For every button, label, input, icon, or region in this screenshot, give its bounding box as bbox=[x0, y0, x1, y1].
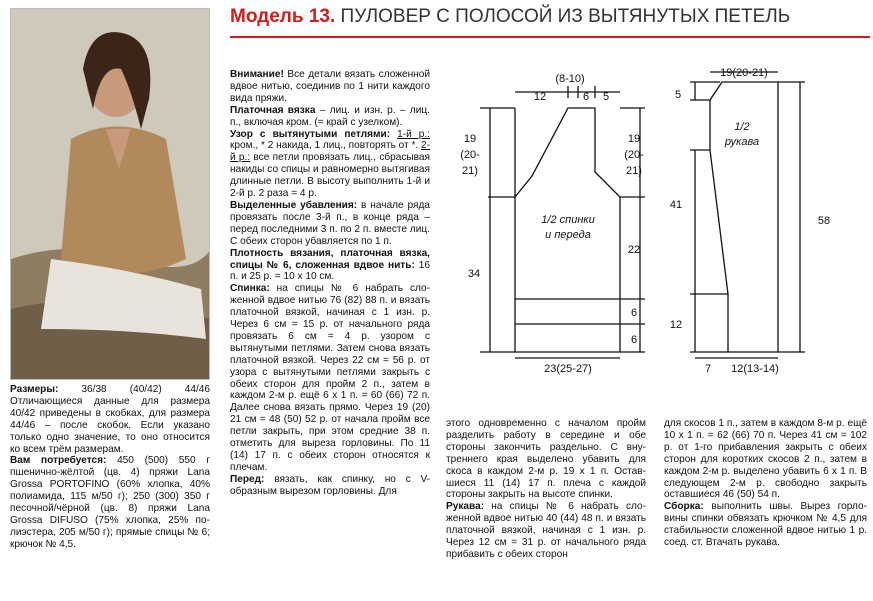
dim-sleeve-bottom: 12(13-14) bbox=[731, 363, 779, 375]
model-number: Модель 13. bbox=[230, 6, 336, 27]
dim-armhole-left-3: 21) bbox=[462, 165, 478, 177]
body-schematic bbox=[440, 62, 660, 382]
attention-text: Все детали вязать сложенной вдвое нитью, соединив по 1 нити каждого вида пряжи. bbox=[230, 69, 430, 104]
back-label: Спинка: bbox=[230, 283, 270, 295]
assembly-label: Сборка: bbox=[664, 501, 704, 513]
left-column bbox=[10, 384, 210, 551]
dim-6b: 6 bbox=[630, 334, 638, 346]
dim-armhole-right-3: 21) bbox=[626, 165, 642, 177]
model-photo bbox=[10, 8, 210, 380]
sleeve-schematic bbox=[660, 62, 870, 382]
model-name: ПУЛОВЕР С ПОЛОСОЙ ИЗ ВЫТЯНУТЫХ ПЕТЕЛЬ bbox=[340, 6, 791, 27]
dim-sleeve-5: 5 bbox=[674, 89, 682, 101]
pattern-text2: все петли провязать лиц., сбрасывая накиды со спицы и равномерно вытягивая длинные петли. В высоту выполнить 1-й и 2-й р. 2 раза = 4 р. bbox=[230, 152, 430, 200]
body-label-1: 1/2 спинки bbox=[541, 214, 595, 226]
front-label: Перед: bbox=[230, 473, 265, 485]
instructions-column-1 bbox=[230, 69, 430, 498]
dim-bottom-width: 23(25-27) bbox=[544, 363, 592, 375]
instructions-column-3 bbox=[664, 418, 867, 549]
sizes-text: Отличающиеся данные для размера 40/42 приведены в скобках, для размера 44/46 – после скобок. Если указано только одно значение, то оно относится ко всем трём размерам. bbox=[10, 395, 210, 455]
decrease-text: в начале ряда провязать после 3-й п., в конце ряда – перед последними 3 п. по 2 п. вместе лиц. С обеих сторон убавляется по 1 п. bbox=[230, 199, 430, 247]
sleeve-continued-text: для скосов 1 п., затем в каждом 8-м р. ещё 10 x 1 п. = 62 (66) 70 п. Через 41 см = 102 р. от 1-го прибавления закрыть с обеих сторон для коротких скосов 2 п., затем в каждом 2-м р. выделено убавить 6 x 1 п. В следующем 2-м р. свободно закрыть оставшиеся 46 (50) 54 п. bbox=[664, 418, 867, 501]
attention-label: Внимание! bbox=[230, 69, 284, 80]
gauge-text: 16 п. и 25 р. = 10 x 10 см. bbox=[230, 259, 430, 283]
dim-armhole-right: 19 bbox=[627, 133, 641, 145]
dim-sleeve-58: 58 bbox=[817, 215, 831, 227]
sleeve-text: на спицы № 6 набрать сложенной вдвое нитью 40 (44) 48 п. и вязать платочной вязкой, начиная с 1 изн. р. Через 12 см = 31 р. от начального ряда прибавить с обеих сторон bbox=[446, 501, 647, 560]
dim-sleeve-7: 7 bbox=[704, 363, 712, 375]
garter-text: – лиц. и изн. р. – лиц. п., включая кром. (= край с узелком). bbox=[230, 104, 430, 128]
dim-armhole-right-2: (20- bbox=[624, 149, 644, 161]
instructions-column-2 bbox=[446, 418, 646, 561]
sleeve-label: Рукава: bbox=[446, 501, 485, 513]
pattern-row2: 2-й р.: bbox=[230, 140, 430, 164]
dim-34: 34 bbox=[467, 268, 481, 280]
page-title bbox=[230, 6, 870, 38]
dim-sleeve-12: 12 bbox=[669, 319, 683, 331]
decrease-label: Выделенные убавления: bbox=[230, 199, 358, 211]
pattern-label: Узор с вытянутыми петлями: bbox=[230, 128, 391, 140]
sizes-label: Размеры: bbox=[10, 384, 59, 395]
back-text: на спицы № 6 набрать сложенной вдвое нитью 76 (82) 88 п. и вязать платочной вязкой, начиная с 1 изн. р. Через 6 см = 15 р. от начального ряда провязать 6 см = 4 р. узором с вытянутыми петлями. Затем снова вязать платочной вязкой. Через 22 см = 56 р. от узора с вытянутыми петлями закрыть с обеих сторон для пройм 2 п., затем в каждом 2-м р. ещё 6 x 1 п. = 60 (66) 72 п. Далее снова вязать прямо. Через 19 (20) 21 см = 48 (50) 52 р. от начала пройм все петли закрыть, при этом средние 38 п. отметить для выреза горловины. По 11 (14) 17 п. с обеих сторон относятся к плечам. bbox=[230, 283, 431, 473]
sleeve-label-1: 1/2 bbox=[734, 121, 750, 133]
body-label-2: и переда bbox=[545, 229, 591, 241]
gauge-label: Плотность вязания, платочная вязка, спицы № 6, сложенная вдвое нить: bbox=[230, 247, 430, 271]
pattern-text1: кром., * 2 накида, 1 лиц., повторять от *. bbox=[230, 140, 419, 152]
dim-6a: 6 bbox=[630, 307, 638, 319]
materials-label: Вам потребуется: bbox=[10, 455, 107, 467]
sleeve-label-2: рукава bbox=[724, 136, 760, 148]
assembly-text: выполнить швы. Вырез горловины спинки обвязать крючком № 4,5 для стабильности сложенной вдвое нитью 1 р. соед. ст. Втачать рукава. bbox=[664, 501, 867, 549]
title-rule bbox=[230, 36, 870, 38]
dim-22: 22 bbox=[627, 244, 641, 256]
dim-neck-width: (8-10) bbox=[555, 73, 585, 85]
dim-armhole-left-2: (20- bbox=[460, 149, 480, 161]
pattern-row1: 1-й р.: bbox=[397, 128, 430, 140]
dim-sleeve-top: 19(20-21) bbox=[720, 67, 768, 79]
front-continued-text: этого одновременно с началом пройм разделить работу в середине и обе стороны закончить раздельно. С внутреннего края выделено убавить для скоса в каждом 2-м р. 19 x 1 п. Оставшиеся 11 (14) 17 п. плеча с каждой стороны закрыть на высоте спинки. bbox=[446, 418, 646, 501]
dim-armhole-left: 19 bbox=[463, 133, 477, 145]
sizes-value: 36/38 (40/42) 44/46 bbox=[81, 384, 211, 395]
dim-neck-6: 6 bbox=[582, 91, 590, 103]
dim-shoulder-12: 12 bbox=[533, 91, 547, 103]
dim-sleeve-41: 41 bbox=[669, 199, 683, 211]
garter-label: Платочная вязка bbox=[230, 104, 316, 116]
dim-shoulder-5: 5 bbox=[602, 91, 610, 103]
front-text: вязать, как спинку, но с V-образным вырезом горловины. Для bbox=[230, 473, 430, 497]
materials-text: 450 (500) 550 г пшенично-жёлтой (цв. 4) пряжи Lana Grossa PORTOFINO (60% хлопка, 40% полиамида, 115 м/50 г); 250 (300) 350 г песочной/чёрной (цв. 8) пряжи Lana Grossa DIFUSO (75% хлопка, 25% полиэстера, 205 м/50 г); прямые спицы № 6; крючок № 4,5. bbox=[10, 455, 210, 550]
